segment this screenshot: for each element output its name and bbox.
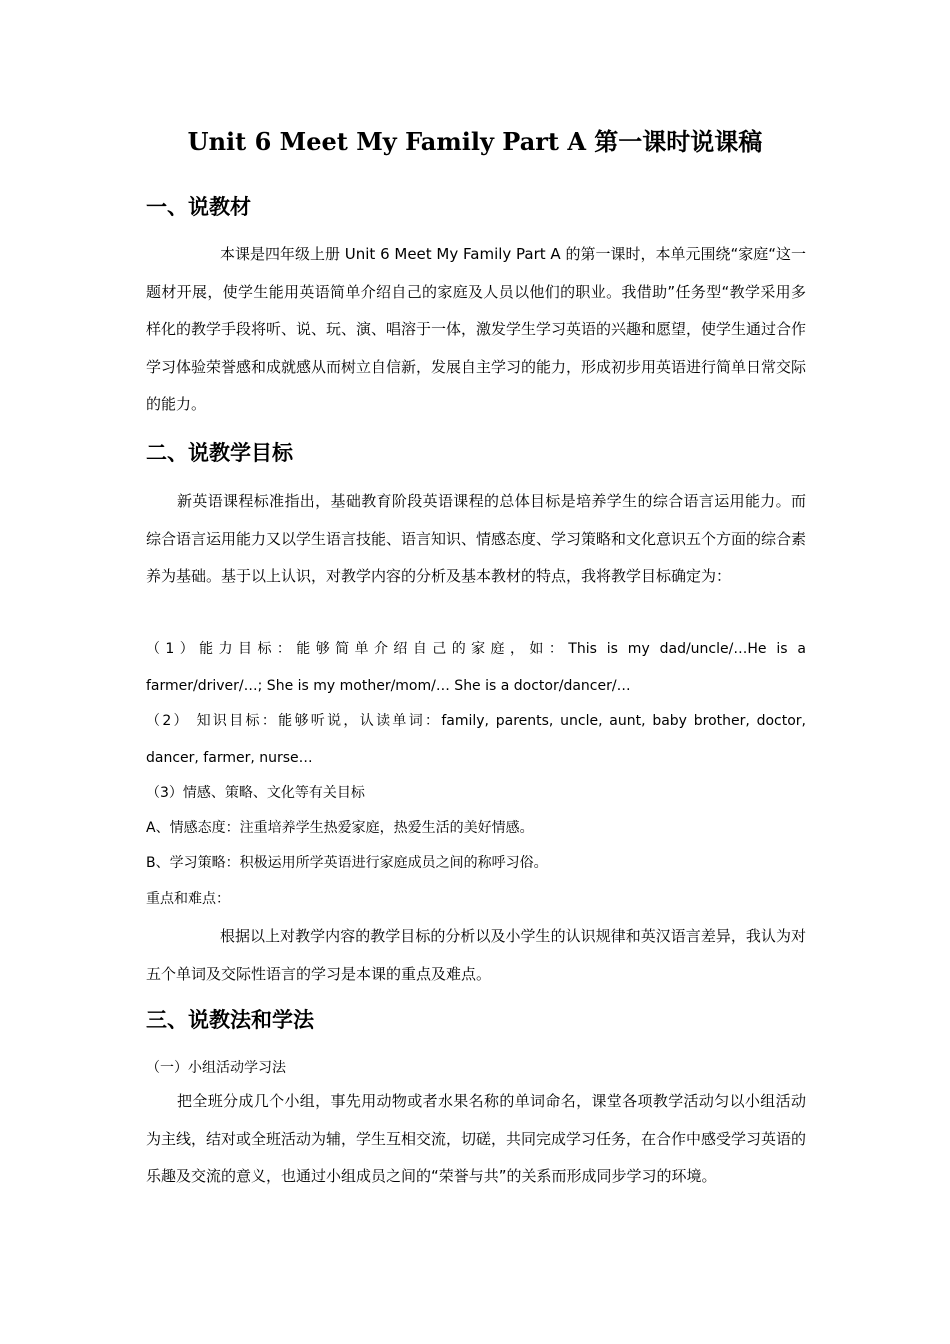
goal-knowledge-line-2: dancer, farmer, nurse…	[146, 750, 313, 766]
key-points-label: 重点和难点：	[146, 891, 230, 907]
teaching-goals-paragraph: 新英语课程标准指出，基础教育阶段英语课程的总体目标是培养学生的综合语言运用能力。而综合语言运用能力又以学生语言技能、语言知识、情感态度、学习策略和文化意识五个方面的综合素养为基础。基于以上认识，对教学内容的分析及基本教材的特点，我将教学目标确定为：	[146, 492, 807, 585]
goal-emotion-attitude: A、情感态度：注重培养学生热爱家庭，热爱生活的美好情感。	[146, 820, 534, 836]
key-points-paragraph: 根据以上对教学内容的教学目标的分析以及小学生的认识规律和英汉语言差异，我认为对五个单词及交际性语言的学习是本课的重点及难点。	[146, 927, 806, 983]
section-heading-methods: 三、说教法和学法	[146, 1008, 314, 1032]
group-activity-paragraph: 把全班分成几个小组，事先用动物或者水果名称的单词命名，课堂各项教学活动匀以小组活动为主线，结对或全班活动为辅，学生互相交流，切磋，共同完成学习任务，在合作中感受学习英语的乐趣及交流的意义，也通过小组成员之间的“荣誉与共”的关系而形成同步学习的环境。	[146, 1092, 807, 1185]
document-title: Unit 6 Meet My Family Part A 第一课时说课稿	[187, 127, 763, 156]
section-heading-teaching-goals: 二、说教学目标	[146, 441, 293, 465]
goal-learning-strategy: B、学习策略：积极运用所学英语进行家庭成员之间的称呼习俗。	[146, 855, 548, 871]
goal-emotion-strategy-culture: （3）情感、策略、文化等有关目标	[146, 785, 365, 801]
goal-knowledge-line-1: （2） 知识目标：能够听说，认读单词：family, parents, uncle, aunt, baby brother, doctor,	[146, 713, 806, 729]
textbook-paragraph: 本课是四年级上册 Unit 6 Meet My Family Part A 的第一课时，本单元围绕“家庭“这一题材开展，使学生能用英语简单介绍自己的家庭及人员以他们的职业。我借助”任务型“教学采用多样化的教学手段将听、说、玩、演、唱溶于一体，激发学生学习英语的兴趣和愿望，使学生通过合作学习体验荣誉感和成就感从而树立自信新，发展自主学习的能力，形成初步用英语进行简单日常交际的能力。	[146, 245, 807, 413]
section-heading-textbook: 一、说教材	[146, 195, 251, 219]
goal-ability-line-2: farmer/driver/…; She is my mother/mom/… She is a doctor/dancer/…	[146, 678, 631, 694]
group-activity-subheading: （一）小组活动学习法	[146, 1060, 286, 1076]
goal-ability-line-1: （1）能力目标：能够简单介绍自己的家庭，如：This is my dad/uncle/…He is a	[146, 641, 806, 657]
